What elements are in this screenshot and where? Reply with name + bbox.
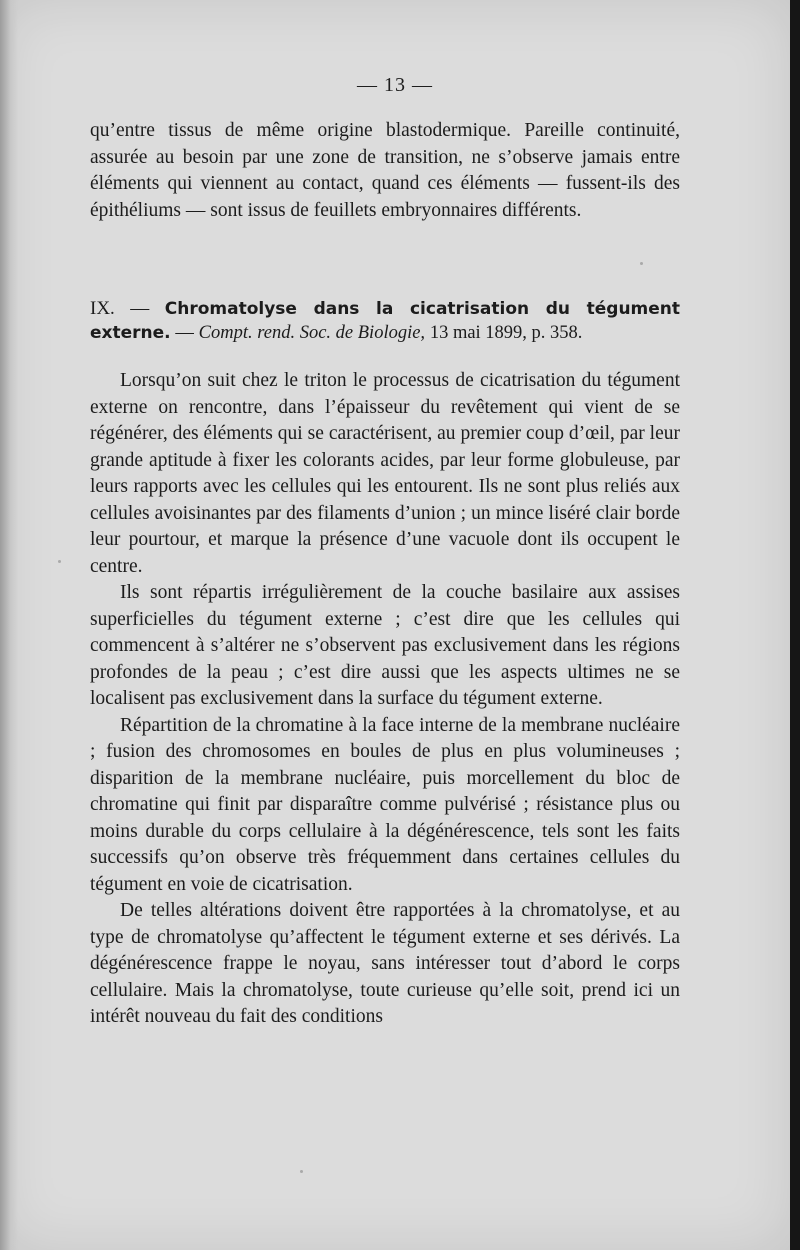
paper-speck xyxy=(58,560,61,563)
paper-speck xyxy=(300,1170,303,1173)
section-number: IX. xyxy=(90,298,115,319)
body-paragraph-4: De telles altérations doivent être rapportées à la chromatolyse, et au type de chromatolyse qu’affectent le tégument externe et ses dérivés. La dégénérescence frappe le noyau, sans intéresser tout d’abord le corps cellulaire. Mais la chromatolyse, toute curieuse qu’elle soit, prend ici un intérêt nouveau du fait des conditions xyxy=(90,900,680,1027)
section-body xyxy=(90,368,680,1031)
section-dash: — xyxy=(130,298,150,319)
page-number: — 13 — xyxy=(357,74,433,96)
body-paragraph-1: Lorsqu’on suit chez le triton le processus de cicatrisation du tégument externe on rencontre, dans l’épaisseur du revêtement qui vient de se régénérer, des éléments qui se caractérisent, au premier coup d’œil, par leur grande aptitude à fixer les colorants acides, par leur forme globuleuse, par leurs rapports avec les cellules qui les entourent. Ils ne sont plus reliés aux cellules avoisinantes par des filaments d’union ; un mince liséré clair borde leur pourtour, et marque la présence d’une vacuole dont ils occupent le centre. xyxy=(90,370,680,577)
body-paragraph-3: Répartition de la chromatine à la face interne de la membrane nucléaire ; fusion des chromosomes en boules de plus en plus volumineuses ; disparition de la membrane nucléaire, puis morcellement du bloc de chromatine qui finit par disparaître comme pulvérisé ; résistance plus ou moins durable du corps cellulaire à la dégénérescence, tels sont les faits successifs qu’on observe très fréquemment dans certaines cellules du tégument en voie de cicatrisation. xyxy=(90,714,680,895)
section-ref-dash: — xyxy=(175,323,194,343)
paper-speck xyxy=(640,262,643,265)
scan-border xyxy=(790,0,800,1250)
section-title: Chromatolyse dans la cicatrisation du tégument externe. xyxy=(90,299,681,343)
section-ref-date: 13 mai 1899, p. 358. xyxy=(429,323,583,343)
continuation-paragraph xyxy=(90,118,680,224)
section-heading xyxy=(90,297,680,345)
continuation-text: qu’entre tissus de même origine blastodermique. Pareille continuité, assurée au besoin par une zone de transition, ne s’observe jamais entre éléments qui viennent au contact, quand ces éléments — fussent-ils des épithéliums — sont issus de feuillets embryonnaires différents. xyxy=(90,120,680,221)
body-paragraph-2: Ils sont répartis irrégulièrement de la couche basilaire aux assises superficielles du tégument externe ; c’est dire que les cellules qui commencent à s’altérer ne s’observent pas exclusivement dans les régions profondes de la peau ; c’est dire aussi que les aspects ultimes ne se localisent pas exclusivement dans la surface du tégument externe. xyxy=(90,582,680,709)
binding-gutter xyxy=(0,0,18,1250)
section-ref-journal: Compt. rend. Soc. de Biologie, xyxy=(198,323,426,343)
